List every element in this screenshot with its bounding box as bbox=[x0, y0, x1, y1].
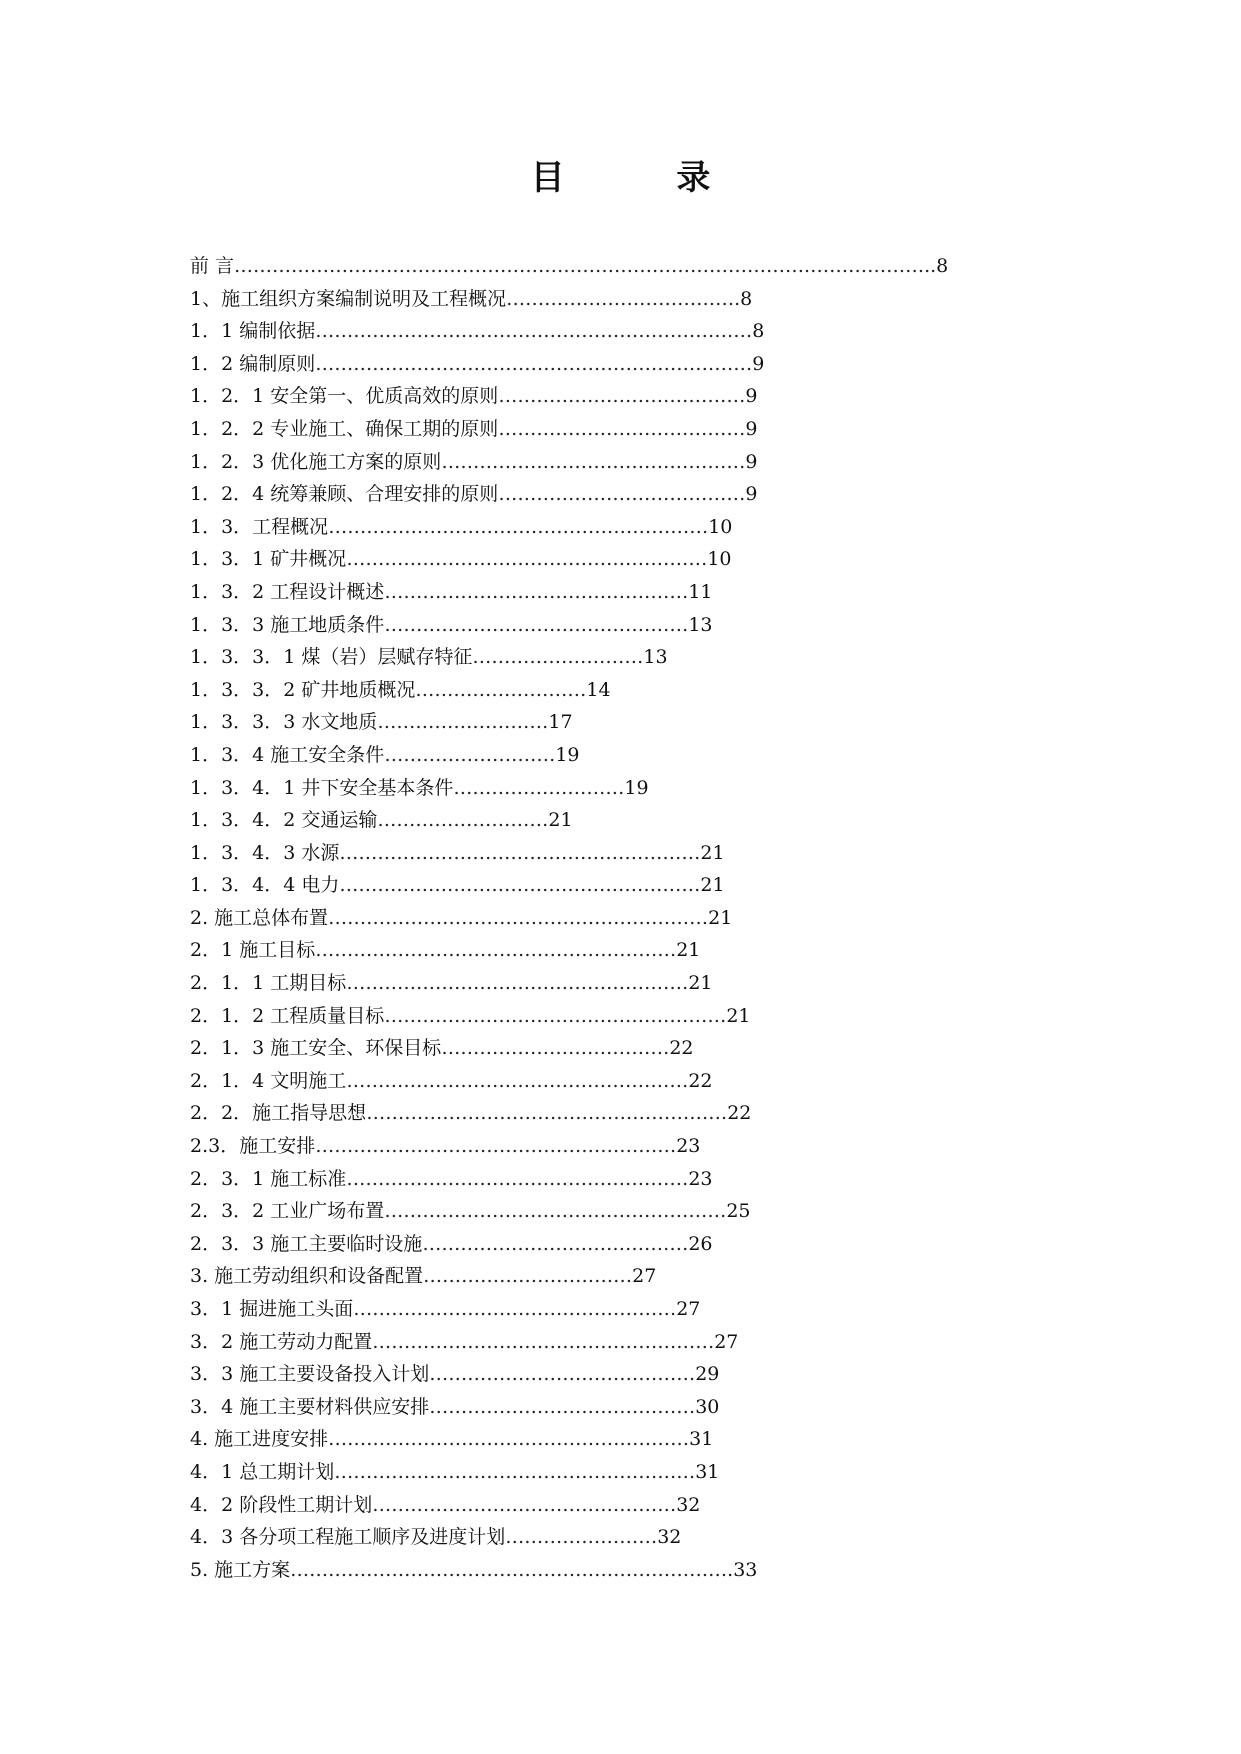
toc-entry[interactable] bbox=[190, 1228, 1090, 1261]
toc-entry[interactable] bbox=[190, 1097, 1090, 1130]
toc-entry-label: 1．3．4．3 水源 bbox=[190, 841, 340, 864]
toc-dot-leader: ………………………………… bbox=[498, 483, 746, 506]
toc-dot-leader: ………………………………………………… bbox=[328, 1428, 690, 1451]
toc-entry-label: 4. 施工进度安排 bbox=[190, 1428, 329, 1451]
toc-entry-label: 2.3．施工安排 bbox=[190, 1135, 316, 1158]
toc-page-number: 17 bbox=[548, 711, 573, 734]
toc-entry[interactable] bbox=[190, 1032, 1090, 1065]
toc-entry-label: 1．3．4．2 交通运输 bbox=[190, 809, 378, 832]
toc-entry[interactable] bbox=[190, 478, 1090, 511]
toc-dot-leader: ………………………………… bbox=[498, 385, 746, 408]
table-of-contents bbox=[190, 250, 1090, 1586]
toc-entry-label: 3．4 施工主要材料供应安排 bbox=[190, 1395, 430, 1418]
toc-entry[interactable] bbox=[190, 1358, 1090, 1391]
toc-entry-label: 1．3．3．1 煤（岩）层赋存特征 bbox=[190, 646, 473, 669]
toc-entry[interactable] bbox=[190, 283, 1090, 316]
toc-entry-label: 2．3．2 工业广场布置 bbox=[190, 1200, 385, 1223]
toc-dot-leader: ……………………………… bbox=[441, 1037, 670, 1060]
toc-entry-label: 1．3．工程概况 bbox=[190, 515, 329, 538]
toc-page-number: 9 bbox=[752, 352, 765, 375]
toc-page-number: 32 bbox=[676, 1493, 701, 1516]
toc-dot-leader: ………………………………………… bbox=[384, 580, 689, 603]
toc-entry[interactable] bbox=[190, 674, 1090, 707]
toc-page-number: 19 bbox=[555, 743, 580, 766]
toc-page-number: 31 bbox=[689, 1428, 714, 1451]
toc-entry[interactable] bbox=[190, 1489, 1090, 1522]
toc-page-number: 22 bbox=[688, 1069, 713, 1092]
toc-dot-leader: ……………………… bbox=[415, 678, 587, 701]
toc-dot-leader: …………………………………………………………… bbox=[315, 320, 753, 343]
toc-entry-label: 1．2．3 优化施工方案的原则 bbox=[190, 450, 442, 473]
toc-page-number: 27 bbox=[676, 1298, 701, 1320]
toc-dot-leader: …………………………………………………………… bbox=[290, 1558, 728, 1581]
toc-dot-leader: ……………………… bbox=[472, 646, 644, 669]
toc-dot-leader: ……………………………………………… bbox=[346, 972, 689, 995]
toc-entry[interactable] bbox=[190, 1456, 1090, 1489]
toc-page-number: 31 bbox=[695, 1460, 720, 1483]
page-title: 目 录 bbox=[530, 158, 761, 198]
toc-entry[interactable] bbox=[190, 869, 1090, 902]
toc-dot-leader: ………………………………… bbox=[498, 417, 746, 440]
toc-entry-label: 前 言 bbox=[190, 255, 235, 277]
toc-entry[interactable] bbox=[190, 772, 1090, 805]
toc-page-number: 10 bbox=[707, 548, 732, 571]
toc-entry[interactable] bbox=[190, 413, 1090, 446]
toc-entry-label: 1．3．1 矿井概况 bbox=[190, 548, 347, 571]
toc-entry-label: 1．3．2 工程设计概述 bbox=[190, 580, 385, 603]
toc-dot-leader: ……………………… bbox=[377, 711, 549, 734]
toc-page-number: 11 bbox=[688, 580, 713, 603]
toc-entry[interactable] bbox=[190, 1554, 1090, 1587]
toc-dot-leader: ………………………………………… bbox=[384, 613, 689, 636]
toc-entry[interactable] bbox=[190, 1260, 1090, 1293]
toc-entry[interactable] bbox=[190, 543, 1090, 576]
toc-dot-leader: …………………………………… bbox=[429, 1395, 696, 1418]
toc-entry[interactable] bbox=[190, 1195, 1090, 1228]
toc-dot-leader: ………………………………. bbox=[506, 287, 741, 310]
toc-entry-label: 1．3．4．1 井下安全基本条件 bbox=[190, 776, 454, 799]
toc-dot-leader: ………………………………………………… bbox=[315, 939, 677, 962]
toc-entry-label: 4．2 阶段性工期计划 bbox=[190, 1493, 373, 1516]
toc-page-number: 10 bbox=[708, 515, 733, 538]
toc-page-number: 13 bbox=[688, 613, 713, 636]
toc-dot-leader: ……………………… bbox=[384, 743, 556, 766]
toc-entry-label: 2．3．1 施工标准 bbox=[190, 1167, 347, 1190]
toc-dot-leader: …………………………………………………… bbox=[328, 906, 709, 929]
toc-entry-label: 1．2．2 专业施工、确保工期的原则 bbox=[190, 417, 499, 440]
toc-page-number: 21 bbox=[700, 874, 725, 897]
toc-page-number: 23 bbox=[688, 1167, 713, 1190]
toc-entry[interactable] bbox=[190, 1000, 1090, 1033]
toc-entry[interactable] bbox=[190, 902, 1090, 935]
toc-entry-label: 1．3．3 施工地质条件 bbox=[190, 613, 385, 636]
toc-page-number: 9 bbox=[745, 385, 758, 408]
toc-entry[interactable] bbox=[190, 446, 1090, 479]
toc-entry[interactable] bbox=[190, 348, 1090, 381]
toc-entry-label: 5. 施工方案 bbox=[190, 1558, 291, 1581]
toc-dot-leader: ……………………………………………… bbox=[372, 1330, 715, 1353]
toc-page-number: 13 bbox=[643, 646, 668, 669]
toc-entry[interactable] bbox=[190, 250, 1090, 283]
toc-entry[interactable] bbox=[190, 1326, 1090, 1359]
toc-entry-label: 2. 施工总体布置 bbox=[190, 906, 329, 929]
toc-page-number: 21 bbox=[548, 809, 573, 832]
toc-page-number: 9 bbox=[745, 417, 758, 440]
toc-entry[interactable] bbox=[190, 1065, 1090, 1098]
toc-entry-label: 1、施工组织方案编制说明及工程概况 bbox=[190, 287, 507, 310]
toc-page-number: 21 bbox=[676, 939, 701, 962]
toc-dot-leader: ……………………………………………… bbox=[346, 1069, 689, 1092]
toc-page-number: 9 bbox=[745, 483, 758, 506]
toc-entry-label: 3．3 施工主要设备投入计划 bbox=[190, 1363, 430, 1386]
toc-page-number: 21 bbox=[708, 906, 733, 929]
toc-dot-leader: …………………………………………………… bbox=[328, 515, 709, 538]
toc-entry[interactable] bbox=[190, 1521, 1090, 1554]
toc-entry-label: 2．3．3 施工主要临时设施 bbox=[190, 1232, 423, 1255]
toc-dot-leader: …………………………………………………………… bbox=[315, 352, 753, 375]
toc-entry-label: 1．1 编制依据 bbox=[190, 320, 316, 343]
toc-page-number: 26 bbox=[688, 1232, 713, 1255]
toc-entry[interactable] bbox=[190, 804, 1090, 837]
toc-dot-leader: …………………………………………… bbox=[353, 1298, 677, 1320]
toc-dot-leader: …………………………… bbox=[423, 1265, 633, 1288]
toc-entry-label: 2．1 施工目标 bbox=[190, 939, 316, 962]
toc-page-number: 27 bbox=[714, 1330, 739, 1353]
toc-dot-leader: ………………………………………………… bbox=[315, 1135, 677, 1158]
toc-entry-label: 3．2 施工劳动力配置 bbox=[190, 1330, 373, 1353]
toc-page-number: 22 bbox=[669, 1037, 694, 1060]
toc-entry[interactable] bbox=[190, 641, 1090, 674]
toc-entry[interactable] bbox=[190, 967, 1090, 1000]
toc-page-number: 9 bbox=[745, 450, 758, 473]
toc-dot-leader: ……………………………………………… bbox=[384, 1004, 727, 1027]
toc-dot-leader: ……………………………………………………………………………….……………….. bbox=[234, 255, 937, 277]
toc-dot-leader: ……………………… bbox=[377, 809, 549, 832]
toc-page-number: 25 bbox=[726, 1200, 751, 1223]
toc-dot-leader: ………………………………………… bbox=[372, 1493, 677, 1516]
toc-page-number: 21 bbox=[688, 972, 713, 995]
toc-entry-label: 1．2 编制原则 bbox=[190, 352, 316, 375]
toc-entry[interactable] bbox=[190, 1293, 1090, 1326]
toc-dot-leader: ………………………………………………… bbox=[339, 874, 701, 897]
toc-page-number: 8 bbox=[936, 255, 949, 277]
toc-entry[interactable] bbox=[190, 576, 1090, 609]
toc-page-number: 19 bbox=[624, 776, 649, 799]
toc-page-number: 22 bbox=[727, 1102, 752, 1125]
toc-page-number: 23 bbox=[676, 1135, 701, 1158]
toc-entry[interactable] bbox=[190, 609, 1090, 642]
toc-entry-label: 3．1 掘进施工头面 bbox=[190, 1298, 354, 1320]
toc-page-number: 8 bbox=[740, 287, 753, 310]
toc-dot-leader: …………………………………… bbox=[429, 1363, 696, 1386]
toc-entry-label: 4．1 总工期计划 bbox=[190, 1460, 335, 1483]
toc-entry[interactable] bbox=[190, 1130, 1090, 1163]
toc-entry[interactable] bbox=[190, 837, 1090, 870]
toc-dot-leader: ………………………………………… bbox=[441, 450, 746, 473]
toc-entry-label: 2．1．1 工期目标 bbox=[190, 972, 347, 995]
toc-dot-leader: ………………………………………………… bbox=[339, 841, 701, 864]
toc-page-number: 21 bbox=[700, 841, 725, 864]
toc-entry-label: 4．3 各分项工程施工顺序及进度计划 bbox=[190, 1526, 506, 1549]
toc-entry-label: 2．1．3 施工安全、环保目标 bbox=[190, 1037, 442, 1060]
toc-page-number: 30 bbox=[695, 1395, 720, 1418]
toc-dot-leader: ……………………………………………… bbox=[384, 1200, 727, 1223]
toc-entry[interactable] bbox=[190, 315, 1090, 348]
toc-page-number: 29 bbox=[695, 1363, 720, 1386]
toc-dot-leader: ………………………………………………… bbox=[366, 1102, 728, 1125]
toc-entry-label: 1．2．4 统筹兼顾、合理安排的原则 bbox=[190, 483, 499, 506]
toc-entry-label: 1．3．4 施工安全条件 bbox=[190, 743, 385, 766]
toc-entry-label: 2．2．施工指导思想 bbox=[190, 1102, 367, 1125]
toc-entry[interactable] bbox=[190, 1391, 1090, 1424]
toc-entry[interactable] bbox=[190, 380, 1090, 413]
toc-entry-label: 1．3．4．4 电力 bbox=[190, 874, 340, 897]
toc-page-number: 21 bbox=[726, 1004, 751, 1027]
toc-page-number: 27 bbox=[632, 1265, 657, 1288]
toc-entry-label: 1．2．1 安全第一、优质高效的原则 bbox=[190, 385, 499, 408]
toc-entry[interactable] bbox=[190, 511, 1090, 544]
toc-dot-leader: …………………… bbox=[505, 1526, 658, 1549]
toc-entry-label: 3. 施工劳动组织和设备配置 bbox=[190, 1265, 424, 1288]
toc-dot-leader: ……………………… bbox=[453, 776, 625, 799]
toc-entry-label: 2．1．4 文明施工 bbox=[190, 1069, 347, 1092]
toc-dot-leader: ……………………………………………… bbox=[346, 1167, 689, 1190]
toc-entry-label: 1．3．3．2 矿井地质概况 bbox=[190, 678, 416, 701]
toc-dot-leader: ………………………………………………… bbox=[346, 548, 708, 571]
toc-entry-label: 2．1．2 工程质量目标 bbox=[190, 1004, 385, 1027]
toc-page-number: .33 bbox=[727, 1558, 758, 1581]
toc-entry[interactable] bbox=[190, 739, 1090, 772]
toc-entry[interactable] bbox=[190, 1423, 1090, 1456]
toc-page-number: 32 bbox=[657, 1526, 682, 1549]
toc-entry[interactable] bbox=[190, 1163, 1090, 1196]
toc-page-number: 14 bbox=[586, 678, 611, 701]
toc-dot-leader: …………………………………… bbox=[422, 1232, 689, 1255]
toc-page-number: 8 bbox=[752, 320, 765, 343]
toc-dot-leader: ………………………………………………… bbox=[334, 1460, 696, 1483]
toc-entry-label: 1．3．3．3 水文地质 bbox=[190, 711, 378, 734]
toc-entry[interactable] bbox=[190, 706, 1090, 739]
toc-entry[interactable] bbox=[190, 934, 1090, 967]
